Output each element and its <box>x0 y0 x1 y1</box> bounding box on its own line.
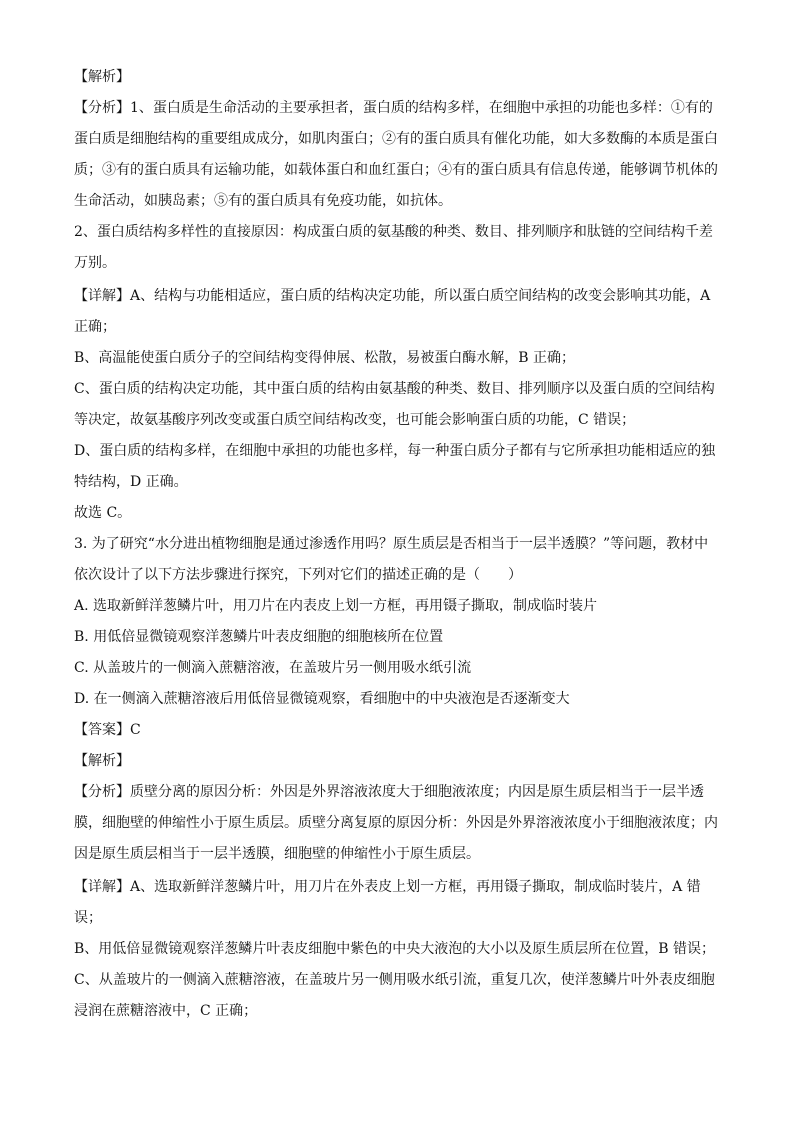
analysis-paragraph: 蛋白质是细胞结构的重要组成成分，如肌肉蛋白；②有的蛋白质具有催化功能，如大多数酶的本质是蛋白 <box>74 131 718 147</box>
detail-paragraph: 正确； <box>74 319 116 335</box>
detail-paragraph: 等决定，故氨基酸序列改变或蛋白质空间结构改变，也可能会影响蛋白质的功能，C 错误； <box>74 412 636 428</box>
detail-paragraph: 【详解】A、选取新鲜洋葱鳞片叶，用刀片在外表皮上划一方框，再用镊子撕取，制成临时装片，A 错 <box>74 879 701 895</box>
heading-jiexi: 【解析】 <box>74 753 130 769</box>
question-stem: 依次设计了以下方法步骤进行探究，下列对它们的描述正确的是（ ） <box>74 567 522 583</box>
heading-jiexi: 【解析】 <box>74 69 130 85</box>
detail-paragraph: 【详解】A、结构与功能相适应，蛋白质的结构决定功能，所以蛋白质空间结构的改变会影响其功能，A <box>74 288 711 304</box>
detail-paragraph: C、从盖玻片的一侧滴入蔗糖溶液，在盖玻片另一侧用吸水纸引流，重复几次，使洋葱鳞片叶外表皮细胞 <box>74 972 715 988</box>
detail-paragraph: B、用低倍显微镜观察洋葱鳞片叶表皮细胞中紫色的中央大液泡的大小以及原生质层所在位置，B 错误； <box>74 941 716 957</box>
detail-paragraph: 特结构，D 正确。 <box>74 474 188 490</box>
question-stem: 3. 为了研究“水分进出植物细胞是通过渗透作用吗？原生质层是否相当于一层半透膜？”等问题，教材中 <box>74 536 709 552</box>
analysis-paragraph: 因是原生质层相当于一层半透膜，细胞壁的伸缩性小于原生质层。 <box>74 846 480 862</box>
detail-paragraph: C、蛋白质的结构决定功能，其中蛋白质的结构由氨基酸的种类、数目、排列顺序以及蛋白质的空间结构 <box>74 381 715 397</box>
analysis-paragraph: 膜，细胞壁的伸缩性小于原生质层。质壁分离复原的原因分析：外因是外界溶液浓度小于细胞液浓度；内 <box>74 815 718 831</box>
analysis-paragraph: 【分析】1、蛋白质是生命活动的主要承担者，蛋白质的结构多样，在细胞中承担的功能也多样：①有的 <box>74 100 713 116</box>
detail-paragraph: D、蛋白质的结构多样，在细胞中承担的功能也多样，每一种蛋白质分子都有与它所承担功能相适应的独 <box>74 443 716 459</box>
option-a: A. 选取新鲜洋葱鳞片叶，用刀片在内表皮上划一方框，再用镊子撕取，制成临时装片 <box>74 598 598 614</box>
analysis-paragraph: 万别。 <box>74 255 116 271</box>
analysis-paragraph: 生命活动，如胰岛素；⑤有的蛋白质具有免疫功能，如抗体。 <box>74 193 452 209</box>
detail-paragraph: 误； <box>74 910 102 926</box>
analysis-paragraph: 质；③有的蛋白质具有运输功能，如载体蛋白和血红蛋白；④有的蛋白质具有信息传递，能够调节机体的 <box>74 162 718 178</box>
option-b: B. 用低倍显微镜观察洋葱鳞片叶表皮细胞的细胞核所在位置 <box>74 629 444 645</box>
answer-line: 【答案】C <box>74 722 141 738</box>
option-c: C. 从盖玻片的一侧滴入蔗糖溶液，在盖玻片另一侧用吸水纸引流 <box>74 660 472 676</box>
analysis-paragraph: 【分析】质壁分离的原因分析：外因是外界溶液浓度大于细胞液浓度；内因是原生质层相当于一层半透 <box>74 784 704 800</box>
detail-paragraph: B、高温能使蛋白质分子的空间结构变得伸展、松散，易被蛋白酶水解，B 正确； <box>74 350 576 366</box>
analysis-paragraph: 2、蛋白质结构多样性的直接原因：构成蛋白质的氨基酸的种类、数目、排列顺序和肽链的空间结构千差 <box>74 224 713 240</box>
detail-paragraph: 浸润在蔗糖溶液中，C 正确； <box>74 1003 258 1019</box>
answer-choice-line: 故选 C。 <box>74 505 132 521</box>
option-d: D. 在一侧滴入蔗糖溶液后用低倍显微镜观察，看细胞中的中央液泡是否逐渐变大 <box>74 691 570 707</box>
